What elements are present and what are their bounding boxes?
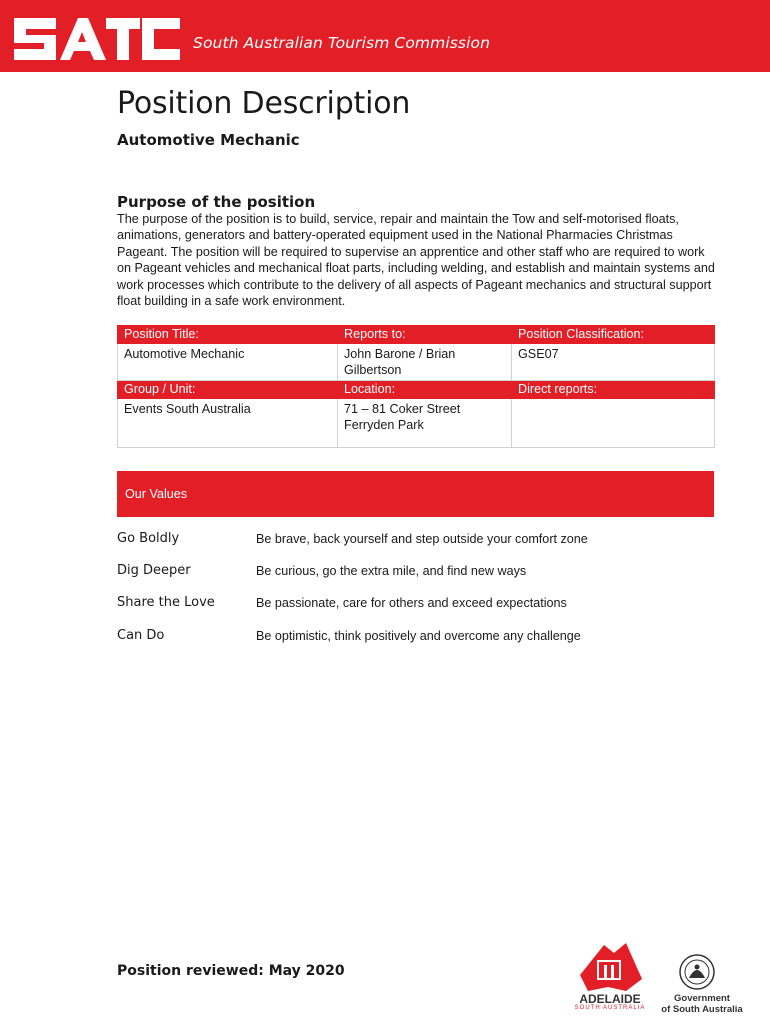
satc-logo — [0, 0, 190, 72]
position-title-label: Position Title: — [118, 326, 338, 344]
value-description: Be brave, back yourself and step outside your comfort zone — [256, 532, 588, 546]
classification-value — [512, 344, 715, 381]
adelaide-logo-text: ADELAIDE — [579, 992, 641, 1006]
value-name: Can Do — [117, 628, 165, 643]
value-description: Be passionate, care for others and exceed expectations — [256, 596, 567, 610]
government-line1: Government — [674, 993, 730, 1004]
value-name: Share the Love — [117, 595, 215, 610]
government-text — [657, 994, 747, 1015]
info-value-row — [118, 344, 715, 381]
group-unit-label: Group / Unit: — [118, 381, 338, 399]
position-title-text: Automotive Mechanic — [124, 347, 245, 361]
classification-label: Position Classification: — [512, 326, 715, 344]
direct-reports-label: Direct reports: — [512, 381, 715, 399]
government-crest-icon — [676, 952, 718, 992]
info-value-row — [118, 399, 715, 448]
group-unit-value — [118, 399, 338, 448]
document-subtitle: Automotive Mechanic — [117, 131, 300, 149]
purpose-body: The purpose of the position is to build, service, repair and maintain the Tow and self-motorised floats, animations, generators and battery-operated equipment used in the National Pharmacies Christmas Pageant. The position will be required to supervise an apprentice and other staff who are required to work on Pageant vehicles and mechanical float parts, including welding, and establish and maintain systems and work processes which contribute to the delivery of all aspects of Pageant mechanics and structural support float building in a safe work environment. — [117, 212, 715, 309]
org-name: South Australian Tourism Commission — [193, 34, 491, 52]
value-row — [117, 531, 717, 551]
value-row — [117, 563, 717, 583]
document-title: Position Description — [117, 86, 411, 121]
value-name: Go Boldly — [117, 531, 180, 546]
direct-reports-value — [512, 399, 715, 448]
info-header-row — [118, 326, 715, 344]
location-line1: 71 – 81 Coker Street — [344, 402, 461, 416]
position-info-table — [117, 325, 715, 448]
purpose-heading: Purpose of the position — [117, 193, 316, 211]
position-reviewed: Position reviewed: May 2020 — [117, 963, 345, 979]
value-row — [117, 628, 717, 648]
reports-to-line2: Gilbertson — [344, 363, 402, 377]
location-label: Location: — [338, 381, 512, 399]
position-title-value — [118, 344, 338, 381]
info-header-row — [118, 381, 715, 399]
our-values-label: Our Values — [125, 487, 188, 501]
classification-text: GSE07 — [518, 347, 559, 361]
value-description: Be optimistic, think positively and overcome any challenge — [256, 629, 581, 643]
group-unit-text: Events South Australia — [124, 402, 251, 416]
value-description: Be curious, go the extra mile, and find new ways — [256, 564, 527, 578]
location-line2: Ferryden Park — [344, 418, 424, 432]
reports-to-label: Reports to: — [338, 326, 512, 344]
reports-to-line1: John Barone / Brian — [344, 347, 456, 361]
reports-to-value — [338, 344, 512, 381]
header-band — [0, 0, 770, 72]
value-row — [117, 595, 717, 615]
our-values-banner — [117, 471, 714, 517]
value-name: Dig Deeper — [117, 563, 191, 578]
government-line2: of South Australia — [661, 1003, 743, 1015]
adelaide-logo-subtext: SOUTH AUSTRALIA — [574, 1005, 646, 1011]
location-value — [338, 399, 512, 448]
